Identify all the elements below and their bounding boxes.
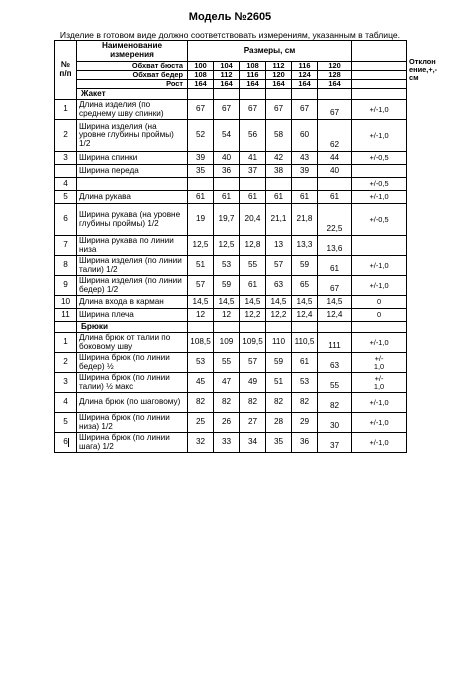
table-row [55, 353, 407, 373]
header-blank [352, 41, 407, 62]
measurement-value: 41 [240, 152, 266, 165]
blank-cell [266, 89, 292, 100]
tolerance-value: +/-1,0 [352, 333, 407, 353]
measurement-value: 38 [266, 165, 292, 178]
measurement-value: 53 [214, 256, 240, 276]
measurement-value: 61 [240, 276, 266, 296]
measurement-name: Ширина брюк (по линии бедер) ½ [77, 353, 188, 373]
measurement-value: 62 [318, 120, 352, 152]
measurement-name: Ширина рукава по линии низа [77, 236, 188, 256]
size-measure-label: Обхват бюста [77, 62, 188, 71]
row-number: 3 [55, 373, 77, 393]
table-row [55, 178, 407, 191]
measurement-value: 40 [318, 165, 352, 178]
measurement-value: 61 [214, 191, 240, 204]
measurement-name: Длина изделия (по среднему шву спинки) [77, 100, 188, 120]
measurement-value: 25 [188, 413, 214, 433]
section-title: Брюки [77, 322, 188, 333]
measurement-value: 42 [266, 152, 292, 165]
measurement-value: 26 [214, 413, 240, 433]
tolerance-value: +/- 1,0 [352, 373, 407, 393]
tolerance-value: +/-0,5 [352, 178, 407, 191]
measurement-value: 35 [266, 433, 292, 453]
measurement-value: 14,5 [318, 296, 352, 309]
measurement-value: 56 [240, 120, 266, 152]
blank-cell [240, 89, 266, 100]
measurement-value: 63 [266, 276, 292, 296]
measurement-value: 33 [214, 433, 240, 453]
measurement-value: 12,2 [240, 309, 266, 322]
table-row [55, 433, 407, 453]
blank-cell [188, 89, 214, 100]
measurement-value: 12,5 [214, 236, 240, 256]
table-body [55, 41, 438, 453]
measurement-name: Ширина переда [77, 165, 188, 178]
size-value: 112 [266, 62, 292, 71]
tolerance-value: 0 [352, 309, 407, 322]
table-row [55, 191, 407, 204]
table-row [55, 152, 407, 165]
measurement-value: 61 [266, 191, 292, 204]
measurement-value: 110 [266, 333, 292, 353]
tolerance-value: +/-1,0 [352, 120, 407, 152]
measurement-value: 67 [318, 100, 352, 120]
measurement-value: 82 [292, 393, 318, 413]
measurement-name: Ширина рукава (на уровне глубины проймы) 1/2 [77, 204, 188, 236]
measurement-value: 14,5 [240, 296, 266, 309]
measurement-name: Длина брюк (по шаговому) [77, 393, 188, 413]
measurement-name: Длина рукава [77, 191, 188, 204]
blank-cell [318, 89, 352, 100]
tolerance-value: +/-1,0 [352, 393, 407, 413]
tolerance-value [352, 236, 407, 256]
tolerance-value: +/-1,0 [352, 433, 407, 453]
size-value: 116 [292, 62, 318, 71]
size-value: 120 [266, 71, 292, 80]
measurement-value: 82 [266, 393, 292, 413]
blank-cell [188, 322, 214, 333]
measurement-value: 53 [188, 353, 214, 373]
measurement-value: 111 [318, 333, 352, 353]
size-value: 108 [188, 71, 214, 80]
measurement-value: 14,5 [266, 296, 292, 309]
measurement-value: 27 [240, 413, 266, 433]
measurement-value: 19,7 [214, 204, 240, 236]
measurement-name: Ширина изделия (по линии талии) 1/2 [77, 256, 188, 276]
row-number: 2 [55, 353, 77, 373]
measurement-value: 21,1 [266, 204, 292, 236]
measurement-value: 61 [292, 353, 318, 373]
measurement-value: 51 [188, 256, 214, 276]
measurement-value: 110,5 [292, 333, 318, 353]
measurement-value: 19 [188, 204, 214, 236]
blank-cell [266, 322, 292, 333]
measurement-value: 39 [292, 165, 318, 178]
measurement-value: 61 [318, 191, 352, 204]
measurement-value: 55 [240, 256, 266, 276]
measurement-value: 61 [318, 256, 352, 276]
measurement-value: 82 [188, 393, 214, 413]
row-number: 5 [55, 413, 77, 433]
header-row: № п/п Наименование измерения Размеры, см Отклон ение,+,- см [55, 41, 407, 62]
tolerance-value: +/-0,5 [352, 204, 407, 236]
measurement-name: Ширина брюк (по линии шага) 1/2 [77, 433, 188, 453]
header-number: № п/п [55, 41, 77, 100]
measurement-value: 67 [318, 276, 352, 296]
measurement-value: 13,6 [318, 236, 352, 256]
measurement-value: 12,4 [318, 309, 352, 322]
table-row [55, 393, 407, 413]
measurement-value: 59 [214, 276, 240, 296]
measurement-value: 13,3 [292, 236, 318, 256]
measurement-value: 12,4 [292, 309, 318, 322]
tolerance-value: +/-0,5 [352, 152, 407, 165]
tolerance-value: +/-1,0 [352, 256, 407, 276]
size-value: 112 [214, 71, 240, 80]
measurement-value [266, 178, 292, 191]
tolerance-value: +/- 1,0 [352, 353, 407, 373]
blank-cell [352, 89, 407, 100]
blank-cell [292, 322, 318, 333]
measurement-value: 32 [188, 433, 214, 453]
measurement-value: 59 [266, 353, 292, 373]
size-value: 120 [318, 62, 352, 71]
measurement-name: Длина брюк от талии по боковому шву [77, 333, 188, 353]
measurement-value: 58 [266, 120, 292, 152]
measurement-value: 14,5 [188, 296, 214, 309]
blank-cell [240, 322, 266, 333]
size-measure-label: Обхват бедер [77, 71, 188, 80]
row-number: 11 [55, 309, 77, 322]
measurement-value: 55 [214, 353, 240, 373]
table-row [55, 120, 407, 152]
measurement-value: 45 [188, 373, 214, 393]
row-number: 3 [55, 152, 77, 165]
measurement-value: 59 [292, 256, 318, 276]
measurement-value: 67 [188, 100, 214, 120]
table-row [55, 100, 407, 120]
measurement-value: 37 [318, 433, 352, 453]
measurement-value: 61 [188, 191, 214, 204]
table-row [55, 413, 407, 433]
section-row [55, 322, 407, 333]
table-row [55, 296, 407, 309]
measurement-name: Ширина изделия (по линии бедер) 1/2 [77, 276, 188, 296]
size-value: 164 [292, 80, 318, 89]
blank-cell [292, 89, 318, 100]
measurement-value: 82 [318, 393, 352, 413]
size-value: 124 [292, 71, 318, 80]
header-measurement-name: Наименование измерения [77, 41, 188, 62]
measurement-value: 65 [292, 276, 318, 296]
measurement-value [318, 178, 352, 191]
size-value: 164 [266, 80, 292, 89]
section-title: Жакет [77, 89, 188, 100]
row-number: 10 [55, 296, 77, 309]
measurement-value: 108,5 [188, 333, 214, 353]
size-value: 104 [214, 62, 240, 71]
measurement-name: Длина входа в карман [77, 296, 188, 309]
table-row [55, 333, 407, 353]
measurement-value: 14,5 [292, 296, 318, 309]
measurement-value: 20,4 [240, 204, 266, 236]
size-value: 116 [240, 71, 266, 80]
measurement-value: 47 [214, 373, 240, 393]
measurement-value: 67 [214, 100, 240, 120]
blank-cell [352, 62, 407, 71]
measurement-value: 51 [266, 373, 292, 393]
measurement-value: 82 [240, 393, 266, 413]
measurement-value: 67 [292, 100, 318, 120]
document-subtitle: Изделие в готовом виде должно соответствовать измерениям, указанным в таблице. [59, 30, 401, 40]
measurement-value: 34 [240, 433, 266, 453]
row-number: 8 [55, 256, 77, 276]
tolerance-value: +/-1,0 [352, 413, 407, 433]
size-value: 100 [188, 62, 214, 71]
tolerance-value: +/-1,0 [352, 100, 407, 120]
measurement-value: 82 [214, 393, 240, 413]
measurement-value: 30 [318, 413, 352, 433]
measurement-value: 29 [292, 413, 318, 433]
size-value: 164 [214, 80, 240, 89]
row-number: 4 [55, 178, 77, 191]
measurement-value [214, 178, 240, 191]
measurement-value [292, 178, 318, 191]
size-value: 108 [240, 62, 266, 71]
measurement-value: 55 [318, 373, 352, 393]
measurement-value: 109,5 [240, 333, 266, 353]
blank-cell [352, 80, 407, 89]
text-cursor [68, 438, 69, 447]
measurement-name: Ширина плеча [77, 309, 188, 322]
measurement-name: Ширина брюк (по линии низа) 1/2 [77, 413, 188, 433]
measurement-value: 43 [292, 152, 318, 165]
measurement-value: 13 [266, 236, 292, 256]
size-value: 164 [188, 80, 214, 89]
document-title: Модель №2605 [188, 11, 272, 23]
row-number: 7 [55, 236, 77, 256]
measurement-value: 28 [266, 413, 292, 433]
measurement-value: 22,5 [318, 204, 352, 236]
size-measure-label: Рост [77, 80, 188, 89]
tolerance-value [352, 165, 407, 178]
measurement-value: 36 [214, 165, 240, 178]
blank-cell [214, 89, 240, 100]
measurement-value: 37 [240, 165, 266, 178]
table-row [55, 165, 407, 178]
measurement-name: Ширина изделия (на уровне глубины проймы) 1/2 [77, 120, 188, 152]
measurement-value: 21,8 [292, 204, 318, 236]
table-row [55, 373, 407, 393]
section-row [55, 89, 407, 100]
measurement-value: 12,5 [188, 236, 214, 256]
measurements-table [54, 40, 438, 453]
measurement-value: 53 [292, 373, 318, 393]
row-number: 5 [55, 191, 77, 204]
row-number [55, 165, 77, 178]
table-row [55, 236, 407, 256]
blank-cell [352, 322, 407, 333]
tolerance-value: +/-1,0 [352, 276, 407, 296]
measurement-value: 67 [240, 100, 266, 120]
row-number: 4 [55, 393, 77, 413]
measurement-value: 60 [292, 120, 318, 152]
size-value: 164 [318, 80, 352, 89]
measurement-value [188, 178, 214, 191]
measurement-value: 67 [266, 100, 292, 120]
blank-cell [352, 71, 407, 80]
blank-cell [318, 322, 352, 333]
measurement-value [240, 178, 266, 191]
size-value: 128 [318, 71, 352, 80]
table-row [55, 256, 407, 276]
blank-cell [55, 322, 77, 333]
measurement-value: 44 [318, 152, 352, 165]
measurement-name: Ширина спинки [77, 152, 188, 165]
measurement-value: 61 [292, 191, 318, 204]
measurement-value: 39 [188, 152, 214, 165]
measurement-name: Ширина брюк (по линии талии) ½ макс [77, 373, 188, 393]
measurement-value: 40 [214, 152, 240, 165]
measurement-value: 14,5 [214, 296, 240, 309]
table-row [55, 204, 407, 236]
measurement-value: 52 [188, 120, 214, 152]
blank-cell [214, 322, 240, 333]
measurement-value: 54 [214, 120, 240, 152]
measurement-value: 12,8 [240, 236, 266, 256]
measurement-value: 49 [240, 373, 266, 393]
row-number: 6 [55, 433, 77, 453]
table-row [55, 276, 407, 296]
measurement-name [77, 178, 188, 191]
measurement-value: 63 [318, 353, 352, 373]
measurement-value: 61 [240, 191, 266, 204]
table-row [55, 309, 407, 322]
tolerance-value: +/-1,0 [352, 191, 407, 204]
measurement-value: 57 [240, 353, 266, 373]
row-number: 1 [55, 100, 77, 120]
size-measure-row [55, 80, 407, 89]
measurement-value: 57 [266, 256, 292, 276]
row-number: 1 [55, 333, 77, 353]
header-sizes: Размеры, см [188, 41, 352, 62]
row-number: 6 [55, 204, 77, 236]
row-number: 2 [55, 120, 77, 152]
size-value: 164 [240, 80, 266, 89]
tolerance-value: 0 [352, 296, 407, 309]
measurement-value: 12,2 [266, 309, 292, 322]
measurement-value: 12 [214, 309, 240, 322]
measurement-value: 109 [214, 333, 240, 353]
measurement-value: 12 [188, 309, 214, 322]
row-number: 9 [55, 276, 77, 296]
measurement-value: 35 [188, 165, 214, 178]
measurement-value: 57 [188, 276, 214, 296]
measurement-value: 36 [292, 433, 318, 453]
